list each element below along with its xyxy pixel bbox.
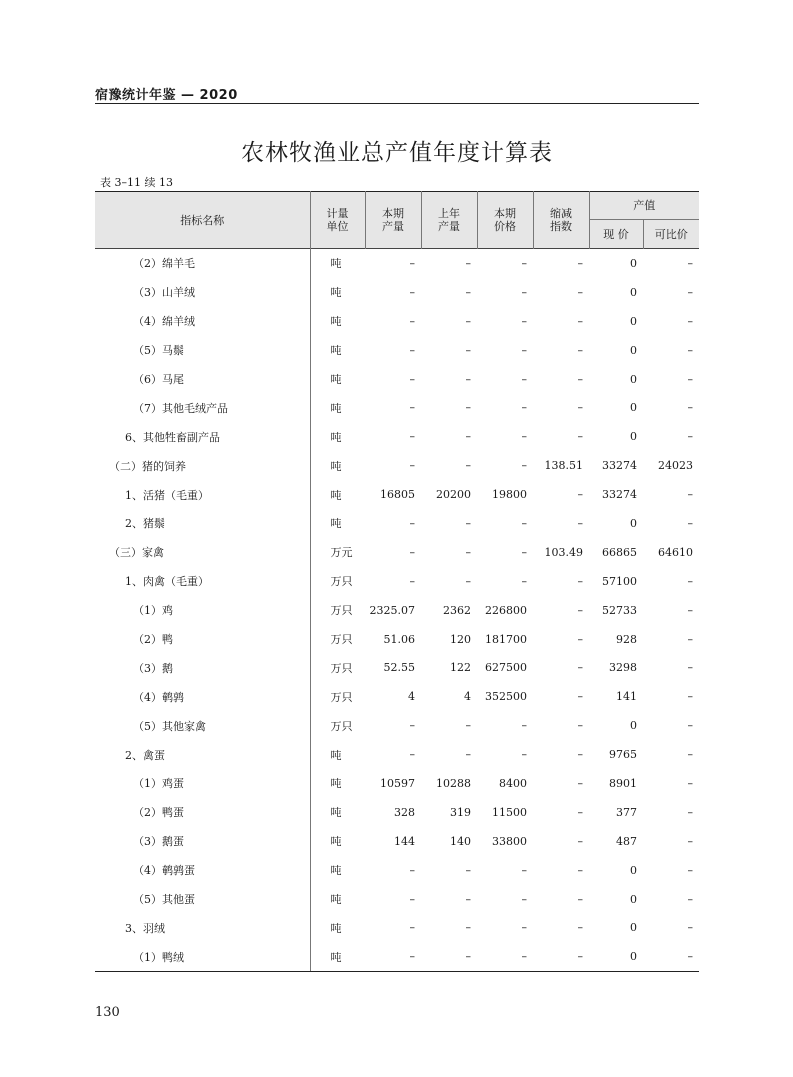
table-row — [95, 422, 699, 451]
cell-output-comparable-price: – — [687, 921, 693, 935]
cell-output-current-price: 0 — [630, 372, 637, 386]
cell-indicator-name: （三）家禽 — [109, 546, 164, 560]
cell-current-price: – — [521, 748, 527, 762]
table-row — [95, 538, 699, 567]
table-label: 表 3–11 续 13 — [100, 176, 173, 189]
header-previous-quantity: 上年 产量 — [421, 192, 477, 249]
cell-indicator-name: （3）山羊绒 — [133, 286, 195, 300]
cell-current-price: – — [521, 863, 527, 877]
cell-indicator-name: （4）鹌鹑 — [133, 690, 184, 704]
cell-deflator-index: 138.51 — [544, 459, 583, 473]
table-row — [95, 625, 699, 654]
cell-unit: 吨 — [310, 798, 365, 827]
cell-deflator-index: 103.49 — [544, 545, 583, 559]
cell-current-quantity: 10597 — [380, 776, 415, 790]
cell-current-price: – — [477, 942, 533, 971]
table-row — [95, 740, 699, 769]
output-value-table — [95, 191, 699, 972]
cell-current-price: – — [521, 459, 527, 473]
cell-unit: 万只 — [310, 567, 365, 596]
cell-deflator-index: – — [577, 314, 583, 328]
cell-output-comparable-price: – — [687, 690, 693, 704]
cell-indicator-name: （3）鹅 — [133, 661, 173, 675]
cell-previous-quantity: 120 — [450, 632, 471, 646]
table-row — [95, 278, 699, 307]
cell-unit: 万只 — [310, 653, 365, 682]
cell-unit: 吨 — [310, 856, 365, 885]
cell-deflator-index: – — [577, 776, 583, 790]
header-deflator-index: 缩减 指数 — [533, 192, 589, 249]
cell-current-price: – — [521, 719, 527, 733]
cell-current-price: – — [521, 574, 527, 588]
cell-current-price: 181700 — [485, 632, 527, 646]
header-rule — [95, 103, 699, 104]
cell-deflator-index: – — [577, 372, 583, 386]
cell-previous-quantity: 10288 — [436, 776, 471, 790]
cell-output-comparable-price: 64610 — [658, 545, 693, 559]
cell-previous-quantity: – — [465, 372, 471, 386]
cell-output-comparable-price: – — [687, 516, 693, 530]
table-row — [95, 913, 699, 942]
cell-previous-quantity: – — [465, 401, 471, 415]
cell-previous-quantity: – — [465, 285, 471, 299]
table-row — [95, 567, 699, 596]
table-row — [95, 682, 699, 711]
cell-previous-quantity: – — [465, 545, 471, 559]
cell-output-current-price: 33274 — [602, 488, 637, 502]
cell-indicator-name: 2、禽蛋 — [125, 748, 165, 762]
cell-current-price: 8400 — [499, 776, 527, 790]
cell-unit: 吨 — [310, 278, 365, 307]
cell-current-price: – — [521, 921, 527, 935]
cell-unit: 万只 — [310, 625, 365, 654]
cell-current-quantity: – — [409, 372, 415, 386]
cell-output-current-price: 0 — [630, 921, 637, 935]
cell-previous-quantity: – — [421, 942, 477, 971]
header-name: 指标名称 — [95, 192, 310, 249]
cell-output-comparable-price: – — [687, 776, 693, 790]
cell-unit: 万元 — [310, 538, 365, 567]
cell-current-quantity: – — [409, 921, 415, 935]
cell-current-quantity: 52.55 — [383, 661, 415, 675]
cell-deflator-index: – — [577, 834, 583, 848]
cell-current-price: – — [521, 516, 527, 530]
header-current-price: 本期 价格 — [477, 192, 533, 249]
table-row — [95, 942, 699, 971]
cell-previous-quantity: – — [465, 516, 471, 530]
cell-output-current-price: 0 — [630, 343, 637, 357]
cell-deflator-index: – — [577, 285, 583, 299]
table-row — [95, 336, 699, 365]
cell-current-price: – — [521, 430, 527, 444]
cell-current-quantity: – — [409, 459, 415, 473]
cell-deflator-index: – — [577, 863, 583, 877]
cell-previous-quantity: – — [465, 430, 471, 444]
cell-output-current-price: 3298 — [609, 661, 637, 675]
cell-unit: 吨 — [310, 740, 365, 769]
table-row — [95, 249, 699, 278]
cell-current-quantity: – — [409, 516, 415, 530]
cell-output-comparable-price: – — [687, 401, 693, 415]
table-row — [95, 307, 699, 336]
cell-output-comparable-price: – — [687, 892, 693, 906]
cell-previous-quantity: – — [465, 892, 471, 906]
cell-previous-quantity: – — [465, 719, 471, 733]
cell-current-price: 226800 — [485, 603, 527, 617]
cell-output-current-price: 33274 — [602, 459, 637, 473]
cell-current-price: 19800 — [492, 488, 527, 502]
page-number: 130 — [95, 1005, 120, 1020]
cell-previous-quantity: – — [465, 314, 471, 328]
cell-deflator-index: – — [577, 256, 583, 270]
cell-current-quantity: – — [409, 748, 415, 762]
table-row — [95, 653, 699, 682]
cell-unit: 吨 — [310, 913, 365, 942]
cell-output-current-price: 0 — [630, 256, 637, 270]
cell-deflator-index: – — [577, 430, 583, 444]
table-header — [95, 192, 699, 249]
cell-deflator-index: – — [577, 632, 583, 646]
cell-current-price: – — [521, 892, 527, 906]
cell-indicator-name: 2、猪鬃 — [125, 517, 165, 531]
cell-current-quantity: 4 — [408, 690, 415, 704]
cell-output-comparable-price: – — [687, 719, 693, 733]
cell-current-price: 627500 — [485, 661, 527, 675]
cell-previous-quantity: 319 — [450, 805, 471, 819]
cell-current-price: 352500 — [485, 690, 527, 704]
cell-output-comparable-price: – — [687, 574, 693, 588]
cell-indicator-name: （5）其他蛋 — [133, 893, 195, 907]
running-head: 宿豫统计年鉴 — 2020 — [95, 88, 238, 103]
cell-unit: 吨 — [310, 451, 365, 480]
cell-output-comparable-price: – — [687, 488, 693, 502]
cell-output-current-price: 0 — [630, 314, 637, 328]
cell-unit: 吨 — [310, 480, 365, 509]
cell-current-quantity: – — [409, 285, 415, 299]
cell-output-current-price: 141 — [616, 690, 637, 704]
cell-current-quantity: – — [409, 343, 415, 357]
cell-output-comparable-price: – — [687, 632, 693, 646]
cell-output-current-price: 0 — [630, 401, 637, 415]
cell-indicator-name: （6）马尾 — [133, 373, 184, 386]
cell-previous-quantity: – — [465, 748, 471, 762]
cell-current-quantity: – — [409, 401, 415, 415]
cell-indicator-name: （3）鹅蛋 — [133, 835, 184, 849]
cell-indicator-name: 1、肉禽（毛重） — [125, 575, 209, 589]
header-comparable-price-value: 可比价 — [643, 220, 699, 249]
cell-deflator-index: – — [577, 574, 583, 588]
cell-output-comparable-price: 24023 — [658, 459, 693, 473]
cell-unit: 吨 — [310, 827, 365, 856]
cell-output-current-price: 66865 — [602, 545, 637, 559]
cell-previous-quantity: 2362 — [443, 603, 471, 617]
cell-current-quantity: 16805 — [380, 488, 415, 502]
cell-current-price: – — [521, 545, 527, 559]
cell-current-quantity: 2325.07 — [369, 603, 415, 617]
cell-current-price: – — [521, 285, 527, 299]
cell-output-current-price: 0 — [630, 892, 637, 906]
cell-current-quantity: – — [365, 942, 421, 971]
cell-output-comparable-price: – — [687, 314, 693, 328]
cell-output-comparable-price: – — [687, 834, 693, 848]
cell-previous-quantity: – — [465, 921, 471, 935]
cell-current-price: – — [521, 314, 527, 328]
cell-indicator-name: 3、羽绒 — [125, 921, 165, 935]
table-row — [95, 365, 699, 394]
cell-current-quantity: – — [409, 574, 415, 588]
cell-current-price: – — [521, 401, 527, 415]
table-row — [95, 393, 699, 422]
cell-unit: 万只 — [310, 711, 365, 740]
cell-previous-quantity: – — [465, 459, 471, 473]
cell-output-current-price: 0 — [630, 430, 637, 444]
cell-indicator-name: （1）鸡 — [133, 604, 173, 618]
cell-unit: 吨 — [310, 769, 365, 798]
cell-output-current-price: 377 — [616, 805, 637, 819]
table-row — [95, 480, 699, 509]
cell-current-quantity: – — [409, 430, 415, 444]
cell-deflator-index: – — [577, 748, 583, 762]
cell-output-comparable-price: – — [687, 603, 693, 617]
table-row — [95, 827, 699, 856]
cell-indicator-name: （1）鸡蛋 — [133, 777, 184, 791]
cell-output-comparable-price: – — [687, 430, 693, 444]
cell-previous-quantity: 4 — [464, 690, 471, 704]
cell-current-quantity: 144 — [394, 834, 415, 848]
cell-deflator-index: – — [577, 690, 583, 704]
table-row — [95, 596, 699, 625]
cell-output-current-price: 0 — [589, 942, 643, 971]
cell-previous-quantity: 122 — [450, 661, 471, 675]
cell-output-current-price: 0 — [630, 863, 637, 877]
cell-output-current-price: 487 — [616, 834, 637, 848]
cell-indicator-name: （2）绵羊毛 — [133, 257, 195, 271]
cell-output-comparable-price: – — [687, 285, 693, 299]
table-row — [95, 885, 699, 914]
cell-current-price: – — [521, 372, 527, 386]
cell-deflator-index: – — [577, 661, 583, 675]
cell-unit: 吨 — [310, 307, 365, 336]
cell-unit: 万只 — [310, 596, 365, 625]
cell-indicator-name: （2）鸭蛋 — [133, 806, 184, 820]
cell-unit: 万只 — [310, 682, 365, 711]
cell-current-quantity: – — [409, 256, 415, 270]
cell-unit: 吨 — [310, 509, 365, 538]
cell-current-quantity: – — [409, 545, 415, 559]
table-row — [95, 856, 699, 885]
cell-previous-quantity: 140 — [450, 834, 471, 848]
cell-output-comparable-price: – — [687, 863, 693, 877]
cell-deflator-index: – — [577, 892, 583, 906]
header-current-price-value: 现 价 — [589, 220, 643, 249]
cell-previous-quantity: – — [465, 863, 471, 877]
cell-output-current-price: 0 — [630, 719, 637, 733]
cell-deflator-index: – — [577, 343, 583, 357]
cell-previous-quantity: – — [465, 256, 471, 270]
cell-output-comparable-price: – — [687, 372, 693, 386]
cell-indicator-name: （5）其他家禽 — [133, 719, 206, 733]
table-row — [95, 509, 699, 538]
cell-current-quantity: – — [409, 892, 415, 906]
cell-deflator-index: – — [577, 516, 583, 530]
cell-output-comparable-price: – — [687, 805, 693, 819]
cell-indicator-name: （2）鸭 — [133, 633, 173, 647]
cell-indicator-name: 1、活猪（毛重） — [125, 488, 209, 502]
table-row — [95, 711, 699, 740]
cell-current-quantity: – — [409, 863, 415, 877]
cell-output-comparable-price: – — [687, 661, 693, 675]
cell-output-current-price: 8901 — [609, 776, 637, 790]
cell-previous-quantity: – — [465, 574, 471, 588]
cell-current-price: 11500 — [492, 805, 527, 819]
cell-output-comparable-price: – — [687, 748, 693, 762]
table-row — [95, 798, 699, 827]
header-output-value: 产值 — [589, 192, 699, 220]
table-row — [95, 769, 699, 798]
cell-output-current-price: 0 — [630, 285, 637, 299]
cell-output-current-price: 57100 — [602, 574, 637, 588]
cell-unit: 吨 — [310, 422, 365, 451]
cell-indicator-name: （4）绵羊绒 — [133, 315, 195, 329]
cell-indicator-name: 6、其他牲畜副产品 — [125, 430, 220, 444]
cell-indicator-name: （7）其他毛绒产品 — [133, 401, 228, 415]
cell-current-price: 33800 — [492, 834, 527, 848]
cell-current-quantity: – — [409, 719, 415, 733]
header-unit: 计量 单位 — [310, 192, 365, 249]
cell-current-price: – — [521, 256, 527, 270]
cell-unit: 吨 — [310, 942, 365, 971]
cell-deflator-index: – — [577, 805, 583, 819]
cell-deflator-index: – — [577, 603, 583, 617]
cell-output-comparable-price: – — [687, 343, 693, 357]
cell-deflator-index: – — [533, 942, 589, 971]
cell-current-quantity: 51.06 — [383, 632, 415, 646]
header-current-quantity: 本期 产量 — [365, 192, 421, 249]
cell-unit: 吨 — [310, 249, 365, 278]
cell-deflator-index: – — [577, 488, 583, 502]
cell-indicator-name: （1）鸭绒 — [95, 942, 310, 971]
table-row — [95, 451, 699, 480]
cell-unit: 吨 — [310, 365, 365, 394]
cell-deflator-index: – — [577, 401, 583, 415]
cell-previous-quantity: 20200 — [436, 488, 471, 502]
cell-output-comparable-price: – — [687, 256, 693, 270]
cell-deflator-index: – — [577, 921, 583, 935]
cell-previous-quantity: – — [465, 343, 471, 357]
cell-unit: 吨 — [310, 393, 365, 422]
cell-output-current-price: 9765 — [609, 748, 637, 762]
cell-unit: 吨 — [310, 885, 365, 914]
cell-output-current-price: 928 — [616, 632, 637, 646]
cell-output-current-price: 0 — [630, 516, 637, 530]
cell-current-quantity: 328 — [394, 805, 415, 819]
cell-deflator-index: – — [577, 719, 583, 733]
cell-output-comparable-price: – — [643, 942, 699, 971]
cell-indicator-name: （4）鹌鹑蛋 — [133, 864, 195, 878]
cell-indicator-name: （二）猪的饲养 — [109, 459, 186, 473]
table-body — [95, 249, 699, 972]
cell-unit: 吨 — [310, 336, 365, 365]
cell-current-quantity: – — [409, 314, 415, 328]
page-title: 农林牧渔业总产值年度计算表 — [241, 140, 553, 166]
cell-output-current-price: 52733 — [602, 603, 637, 617]
cell-current-price: – — [521, 343, 527, 357]
cell-indicator-name: （5）马鬃 — [133, 344, 184, 358]
